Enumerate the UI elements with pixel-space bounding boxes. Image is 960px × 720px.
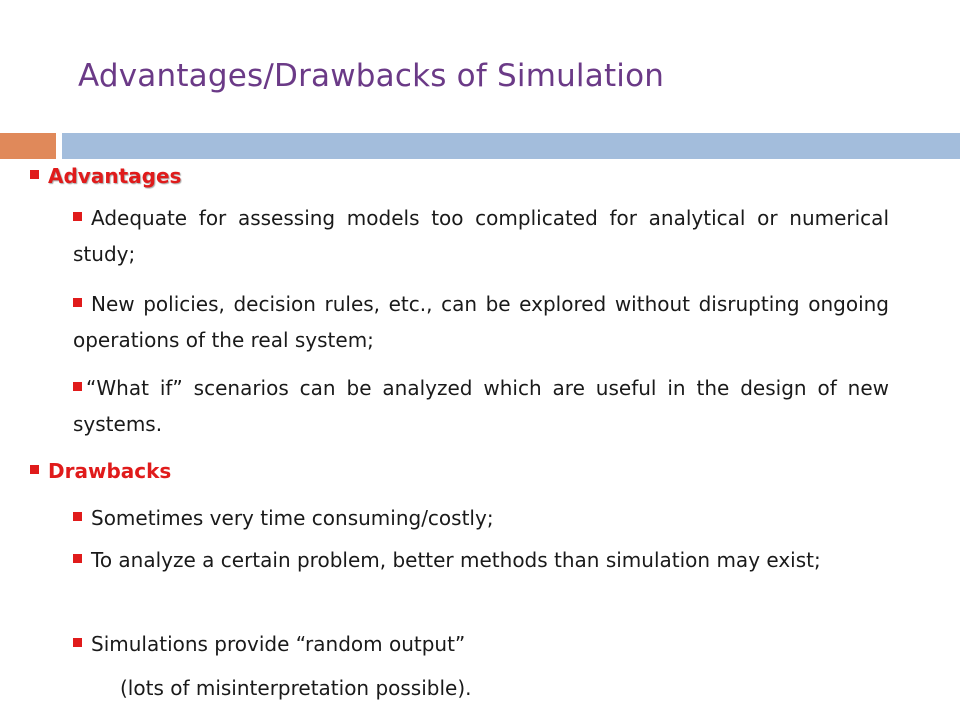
bullet-icon bbox=[30, 465, 39, 474]
bullet-icon bbox=[73, 212, 82, 221]
advantage-item bbox=[73, 200, 889, 272]
bullet-icon bbox=[73, 298, 82, 307]
advantage-item bbox=[73, 370, 889, 442]
bullet-icon bbox=[73, 638, 82, 647]
advantage-item bbox=[73, 286, 889, 358]
drawback-item-text: Simulations provide “random output” bbox=[91, 632, 466, 656]
bullet-icon bbox=[73, 554, 82, 563]
heading-advantages-label: Advantages bbox=[48, 164, 182, 188]
heading-drawbacks bbox=[30, 459, 171, 483]
drawback-item-text: Sometimes very time consuming/costly; bbox=[91, 506, 494, 530]
advantage-item-text: Adequate for assessing models too complicated for analytical or numerical study; bbox=[73, 206, 889, 266]
bullet-icon bbox=[73, 382, 82, 391]
drawback-item bbox=[73, 542, 889, 578]
drawback-item-text: To analyze a certain problem, better methods than simulation may exist; bbox=[91, 548, 821, 572]
bullet-icon bbox=[30, 170, 39, 179]
drawback-item bbox=[73, 626, 889, 662]
accent-bar-orange bbox=[0, 133, 56, 159]
slide-title: Advantages/Drawbacks of Simulation bbox=[78, 58, 665, 94]
accent-bar-blue bbox=[62, 133, 960, 159]
advantage-item-text: “What if” scenarios can be analyzed which are useful in the design of new systems. bbox=[73, 376, 889, 436]
advantage-item-text: New policies, decision rules, etc., can be explored without disrupting ongoing operations of the real system; bbox=[73, 292, 889, 352]
heading-advantages bbox=[30, 164, 181, 188]
bullet-icon bbox=[73, 512, 82, 521]
heading-drawbacks-label: Drawbacks bbox=[48, 459, 172, 483]
drawback-continuation: (lots of misinterpretation possible). bbox=[120, 676, 472, 700]
drawback-item bbox=[73, 500, 889, 536]
